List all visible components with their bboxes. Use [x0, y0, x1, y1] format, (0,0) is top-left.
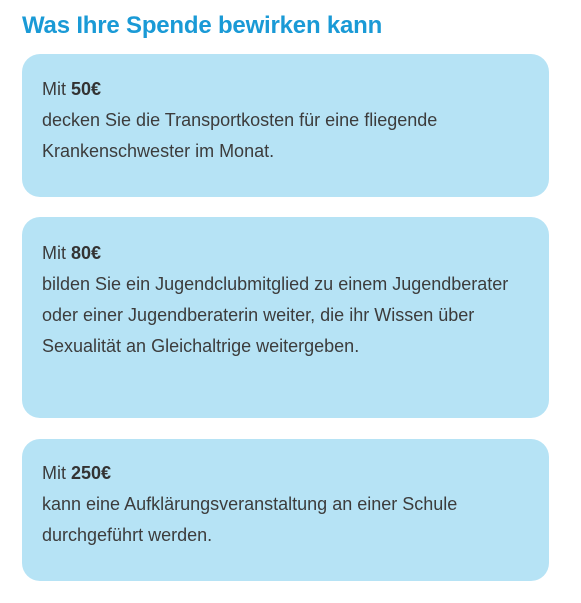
donation-amount-line [42, 74, 529, 105]
donation-amount-line [42, 458, 529, 489]
donation-card-250 [22, 439, 549, 581]
donation-description: bilden Sie ein Jugendclubmitglied zu einem Jugendberater oder einer Jugendberaterin weiter, die ihr Wissen über Sexualität an Gleichaltrige weitergeben. [42, 274, 509, 356]
donation-card-50 [22, 54, 549, 197]
donation-description: kann eine Aufklärungsveranstaltung an einer Schule durchgeführt werden. [42, 494, 458, 545]
amount-prefix: Mit [42, 243, 71, 263]
donation-amount: 80€ [71, 243, 102, 263]
section-heading: Was Ihre Spende bewirken kann [22, 12, 383, 39]
donation-amount-line [42, 238, 529, 269]
donation-card-80 [22, 217, 549, 418]
donation-amount: 250€ [71, 463, 112, 483]
amount-prefix: Mit [42, 79, 71, 99]
donation-description: decken Sie die Transportkosten für eine fliegende Krankenschwester im Monat. [42, 110, 438, 161]
amount-prefix: Mit [42, 463, 71, 483]
donation-amount: 50€ [71, 79, 102, 99]
